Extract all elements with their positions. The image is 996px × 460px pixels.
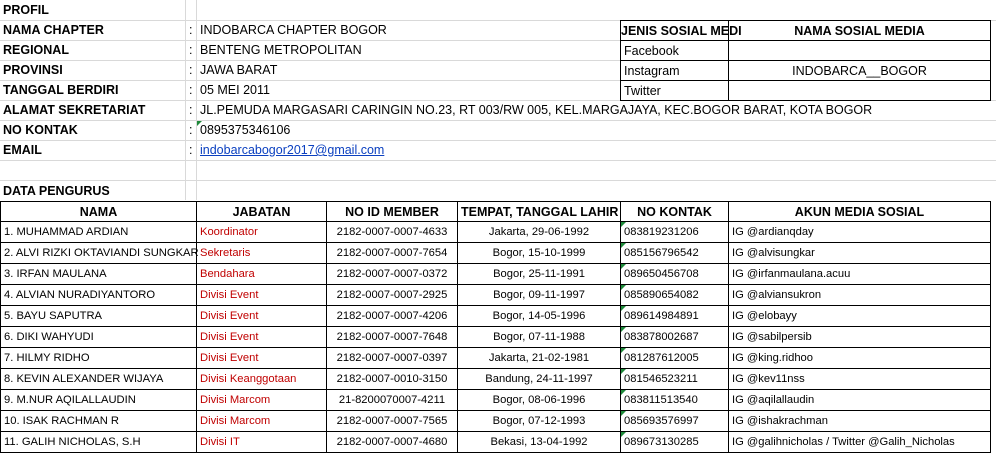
col-header-jabatan: JABATAN: [197, 202, 327, 222]
table-row: [1, 285, 991, 306]
table-row: [1, 369, 991, 390]
cell-akun-media-sosial[interactable]: IG @galihnicholas / Twitter @Galih_Nicholas: [729, 432, 991, 453]
cell-akun-media-sosial[interactable]: IG @sabilpersib: [729, 327, 991, 348]
colon-nama-chapter: :: [189, 23, 193, 37]
cell-nama[interactable]: 11. GALIH NICHOLAS, S.H: [1, 432, 197, 453]
number-as-text-marker: [621, 327, 626, 332]
pengurus-title: DATA PENGURUS: [3, 184, 110, 198]
cell-akun-media-sosial[interactable]: IG @aqilallaudin: [729, 390, 991, 411]
social-name-facebook[interactable]: [729, 41, 991, 61]
cell-no-id-member[interactable]: 21-8200070007-4211: [327, 390, 458, 411]
colon-regional: :: [189, 43, 193, 57]
cell-nama[interactable]: 4. ALVIAN NURADIYANTORO: [1, 285, 197, 306]
label-no-kontak: NO KONTAK: [3, 123, 78, 137]
cell-no-id-member[interactable]: 2182-0007-0007-2925: [327, 285, 458, 306]
cell-tempat-tanggal-lahir[interactable]: Bogor, 25-11-1991: [458, 264, 621, 285]
cell-tempat-tanggal-lahir[interactable]: Bogor, 14-05-1996: [458, 306, 621, 327]
col-header-nama: NAMA: [1, 202, 197, 222]
cell-no-kontak[interactable]: [621, 222, 729, 243]
cell-tempat-tanggal-lahir[interactable]: Bandung, 24-11-1997: [458, 369, 621, 390]
cell-akun-media-sosial[interactable]: IG @king.ridhoo: [729, 348, 991, 369]
cell-nama[interactable]: 3. IRFAN MAULANA: [1, 264, 197, 285]
table-row: [1, 390, 991, 411]
colon-tanggal-berdiri: :: [189, 83, 193, 97]
table-row: [1, 264, 991, 285]
cell-tempat-tanggal-lahir[interactable]: Bogor, 07-11-1988: [458, 327, 621, 348]
no-kontak-text: 089614984891: [624, 310, 699, 322]
cell-no-kontak[interactable]: [621, 411, 729, 432]
cell-nama[interactable]: 10. ISAK RACHMAN R: [1, 411, 197, 432]
cell-jabatan[interactable]: Sekretaris: [197, 243, 327, 264]
col-header-no-id-member: NO ID MEMBER: [327, 202, 458, 222]
cell-akun-media-sosial[interactable]: IG @alviansukron: [729, 285, 991, 306]
cell-no-id-member[interactable]: 2182-0007-0007-4633: [327, 222, 458, 243]
cell-no-id-member[interactable]: 2182-0007-0007-4680: [327, 432, 458, 453]
value-provinsi[interactable]: JAWA BARAT: [200, 63, 278, 77]
cell-jabatan[interactable]: Divisi Event: [197, 348, 327, 369]
number-as-text-marker: [621, 306, 626, 311]
cell-nama[interactable]: 8. KEVIN ALEXANDER WIJAYA: [1, 369, 197, 390]
pengurus-table: [0, 201, 991, 453]
cell-akun-media-sosial[interactable]: IG @alvisungkar: [729, 243, 991, 264]
label-tanggal-berdiri: TANGGAL BERDIRI: [3, 83, 119, 97]
cell-no-kontak[interactable]: [621, 327, 729, 348]
cell-jabatan[interactable]: Divisi IT: [197, 432, 327, 453]
no-kontak-text: 085156796542: [624, 247, 699, 259]
cell-no-id-member[interactable]: 2182-0007-0007-7565: [327, 411, 458, 432]
social-name-instagram[interactable]: INDOBARCA__BOGOR: [729, 61, 991, 81]
cell-akun-media-sosial[interactable]: IG @ishakrachman: [729, 411, 991, 432]
cell-no-id-member[interactable]: 2182-0007-0007-0397: [327, 348, 458, 369]
cell-jabatan[interactable]: Divisi Marcom: [197, 390, 327, 411]
no-kontak-text: 085693576997: [624, 415, 699, 427]
no-kontak-text: 083878002687: [624, 331, 699, 343]
col-header-akun-media-sosial: AKUN MEDIA SOSIAL: [729, 202, 991, 222]
social-media-table: [620, 20, 991, 101]
label-email: EMAIL: [3, 143, 42, 157]
number-as-text-marker: [621, 285, 626, 290]
social-type-header: JENIS SOSIAL MEDI: [621, 21, 729, 41]
cell-tempat-tanggal-lahir[interactable]: Jakarta, 29-06-1992: [458, 222, 621, 243]
cell-no-id-member[interactable]: 2182-0007-0007-7648: [327, 327, 458, 348]
gridline-row-8: [0, 160, 996, 161]
social-type-instagram[interactable]: Instagram: [621, 61, 729, 81]
cell-akun-media-sosial[interactable]: IG @elobayy: [729, 306, 991, 327]
colon-alamat: :: [189, 103, 193, 117]
table-row: [1, 432, 991, 453]
cell-no-id-member[interactable]: 2182-0007-0010-3150: [327, 369, 458, 390]
value-tanggal-berdiri[interactable]: 05 MEI 2011: [200, 83, 270, 97]
social-name-header: NAMA SOSIAL MEDIA: [729, 21, 991, 41]
cell-nama[interactable]: 6. DIKI WAHYUDI: [1, 327, 197, 348]
no-kontak-text: 081546523211: [624, 373, 698, 385]
gridline-row-9: [0, 180, 996, 181]
no-kontak-text: 089650456708: [624, 268, 699, 280]
cell-no-kontak[interactable]: [621, 264, 729, 285]
cell-tempat-tanggal-lahir[interactable]: Bogor, 15-10-1999: [458, 243, 621, 264]
email-link[interactable]: indobarcabogor2017@gmail.com: [200, 143, 385, 157]
cell-nama[interactable]: 5. BAYU SAPUTRA: [1, 306, 197, 327]
cell-no-kontak[interactable]: [621, 390, 729, 411]
number-as-text-marker: [621, 264, 626, 269]
social-type-facebook[interactable]: Facebook: [621, 41, 729, 61]
cell-no-id-member[interactable]: 2182-0007-0007-7654: [327, 243, 458, 264]
cell-tempat-tanggal-lahir[interactable]: Jakarta, 21-02-1981: [458, 348, 621, 369]
cell-akun-media-sosial[interactable]: IG @irfanmaulana.acuu: [729, 264, 991, 285]
cell-nama[interactable]: 7. HILMY RIDHO: [1, 348, 197, 369]
number-as-text-marker: [621, 411, 626, 416]
gridline-row-6: [0, 120, 996, 121]
number-as-text-marker: [621, 348, 626, 353]
gridline-row-3: [0, 60, 620, 61]
cell-jabatan[interactable]: Divisi Event: [197, 285, 327, 306]
label-provinsi: PROVINSI: [3, 63, 63, 77]
social-name-twitter[interactable]: [729, 81, 991, 101]
cell-jabatan[interactable]: Bendahara: [197, 264, 327, 285]
gridline-row-7: [0, 140, 996, 141]
col-header-tempat-tanggal-lahir: TEMPAT, TANGGAL LAHIR: [458, 202, 621, 222]
table-row: [1, 348, 991, 369]
cell-no-id-member[interactable]: 2182-0007-0007-0372: [327, 264, 458, 285]
social-type-twitter[interactable]: Twitter: [621, 81, 729, 101]
number-as-text-marker: [621, 222, 626, 227]
colon-email: :: [189, 143, 193, 157]
cell-jabatan[interactable]: Divisi Marcom: [197, 411, 327, 432]
number-as-text-marker: [621, 390, 626, 395]
cell-no-kontak[interactable]: [621, 243, 729, 264]
number-as-text-marker: [621, 432, 626, 437]
label-nama-chapter: NAMA CHAPTER: [3, 23, 104, 37]
cell-jabatan[interactable]: Divisi Event: [197, 327, 327, 348]
cell-no-kontak[interactable]: [621, 369, 729, 390]
col-header-no-kontak: NO KONTAK: [621, 202, 729, 222]
number-as-text-marker: [621, 369, 626, 374]
cell-tempat-tanggal-lahir[interactable]: Bogor, 09-11-1997: [458, 285, 621, 306]
no-kontak-text: 081287612005: [624, 352, 699, 364]
cell-no-id-member[interactable]: 2182-0007-0007-4206: [327, 306, 458, 327]
cell-tempat-tanggal-lahir[interactable]: Bogor, 07-12-1993: [458, 411, 621, 432]
no-kontak-text: 083811513540: [624, 394, 698, 406]
value-no-kontak[interactable]: 0895375346106: [200, 123, 291, 137]
label-alamat: ALAMAT SEKRETARIAT: [3, 103, 146, 117]
cell-tempat-tanggal-lahir[interactable]: Bekasi, 13-04-1992: [458, 432, 621, 453]
no-kontak-text: 083819231206: [624, 226, 699, 238]
label-regional: REGIONAL: [3, 43, 69, 57]
cell-nama[interactable]: 9. M.NUR AQILALLAUDIN: [1, 390, 197, 411]
no-kontak-text: 085890654082: [624, 289, 699, 301]
cell-jabatan[interactable]: Divisi Event: [197, 306, 327, 327]
value-nama-chapter[interactable]: INDOBARCA CHAPTER BOGOR: [200, 23, 387, 37]
cell-akun-media-sosial[interactable]: IG @kev11nss: [729, 369, 991, 390]
no-kontak-text: 089673130285: [624, 436, 699, 448]
colon-no-kontak: :: [189, 123, 193, 137]
table-row: [1, 306, 991, 327]
cell-jabatan[interactable]: Divisi Keanggotaan: [197, 369, 327, 390]
cell-nama[interactable]: 1. MUHAMMAD ARDIAN: [1, 222, 197, 243]
cell-akun-media-sosial[interactable]: IG @ardianqday: [729, 222, 991, 243]
cell-nama[interactable]: 2. ALVI RIZKI OKTAVIANDI SUNGKAR: [1, 243, 197, 264]
cell-tempat-tanggal-lahir[interactable]: Bogor, 08-06-1996: [458, 390, 621, 411]
value-alamat[interactable]: JL.PEMUDA MARGASARI CARINGIN NO.23, RT 003/RW 005, KEL.MARGAJAYA, KEC.BOGOR BARAT, KOTA BOGOR: [200, 103, 873, 117]
table-row: [1, 243, 991, 264]
number-as-text-marker: [621, 243, 626, 248]
cell-no-kontak[interactable]: [621, 306, 729, 327]
table-row: [1, 222, 991, 243]
value-regional[interactable]: BENTENG METROPOLITAN: [200, 43, 362, 57]
table-row: [1, 327, 991, 348]
profile-title: PROFIL: [3, 3, 49, 17]
cell-jabatan[interactable]: Koordinator: [197, 222, 327, 243]
cell-no-kontak[interactable]: [621, 348, 729, 369]
table-row: [1, 411, 991, 432]
cell-no-kontak[interactable]: [621, 285, 729, 306]
colon-provinsi: :: [189, 63, 193, 77]
cell-no-kontak[interactable]: [621, 432, 729, 453]
